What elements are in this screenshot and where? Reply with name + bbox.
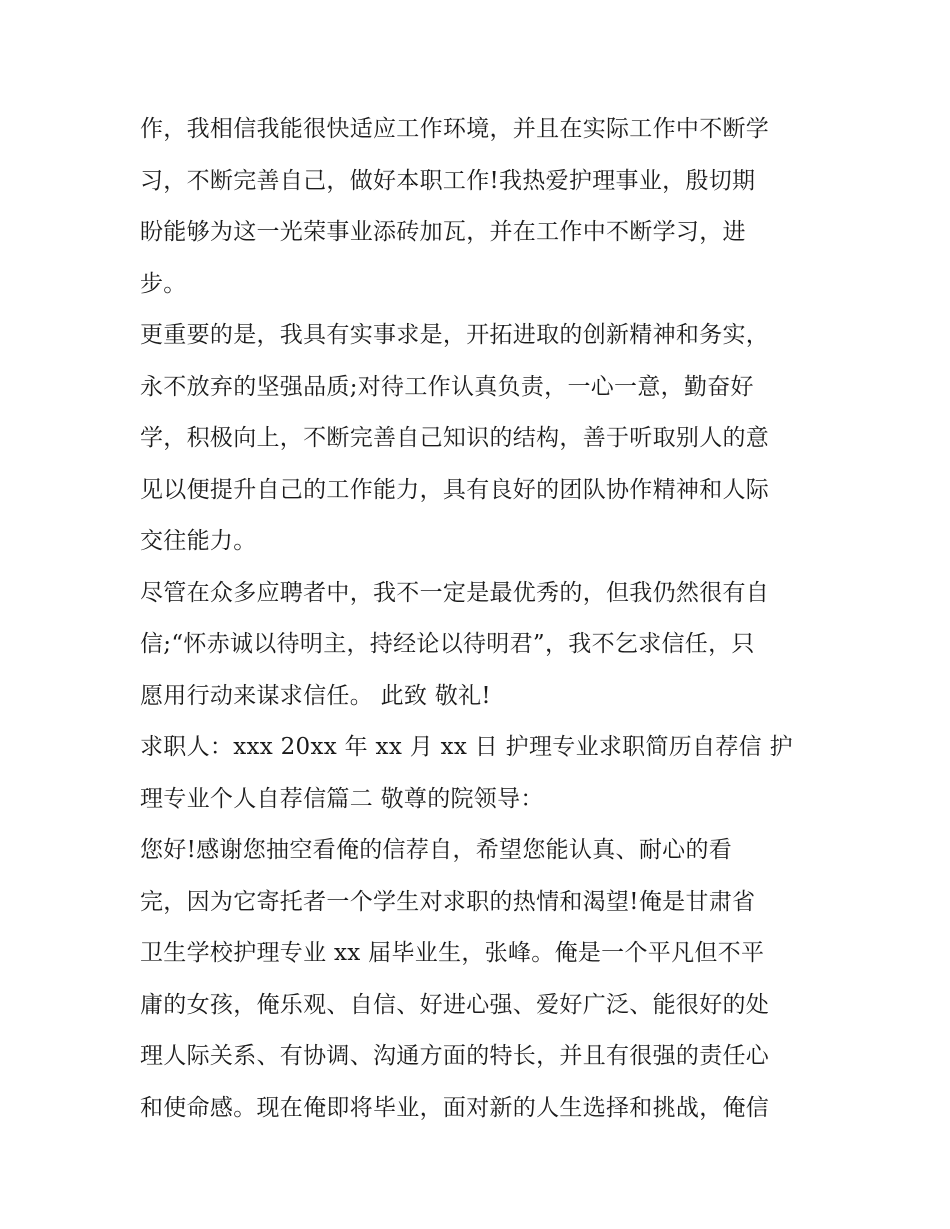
text-line: 信;“怀赤诚以待明主，持经论以待明君”，我不乞求信任，只 [140, 631, 755, 657]
letter-body [140, 104, 820, 1134]
text-line: 庸的女孩，俺乐观、自信、好进心强、爱好广泛、能很好的处 [140, 991, 770, 1018]
text-line: 卫生学校护理专业 xx 届毕业生，张峰。俺是一个平凡但不平 [140, 940, 765, 966]
text-line: 更重要的是，我具有实事求是，开拓进取的创新精神和务实， [140, 322, 770, 348]
text-line: 盼能够为这一光荣事业添砖加瓦，并在工作中不断学习，进 [140, 219, 746, 245]
text-line: 步。 [140, 270, 187, 297]
text-line: 学，积极向上，不断完善自己知识的结构，善于听取别人的意 [140, 425, 770, 451]
text-line: 理专业个人自荐信篇二 敬尊的院领导： [140, 785, 544, 812]
text-line: 理人际关系、有协调、沟通方面的特长，并且有很强的责任心 [140, 1043, 770, 1069]
text-line: 尽管在众多应聘者中，我不一定是最优秀的，但我仍然很有自 [140, 579, 770, 606]
text-line: 作，我相信我能很快适应工作环境，并且在实际工作中不断学 [140, 116, 770, 142]
text-line: 交往能力。 [140, 528, 257, 554]
text-line: 永不放弃的坚强品质;对待工作认真负责，一心一意，勤奋好 [140, 373, 754, 400]
text-line: 愿用行动来谋求信任。 此致 敬礼! [140, 682, 491, 709]
text-line: 见以便提升自己的工作能力，具有良好的团队协作精神和人际 [140, 476, 770, 503]
text-line: 求职人：xxx 20xx 年 xx 月 xx 日 护理专业求职简历自荐信 护 [140, 734, 793, 760]
text-line: 您好!感谢您抽空看俺的信荐自，希望您能认真、耐心的看 [140, 837, 733, 863]
text-line: 习，不断完善自己，做好本职工作!我热爱护理事业，殷切期 [140, 167, 756, 194]
text-line: 和使命感。现在俺即将毕业，面对新的人生选择和挑战，俺信 [140, 1094, 770, 1121]
text-line: 完，因为它寄托者一个学生对求职的热情和渴望!俺是甘肃省 [140, 888, 756, 915]
